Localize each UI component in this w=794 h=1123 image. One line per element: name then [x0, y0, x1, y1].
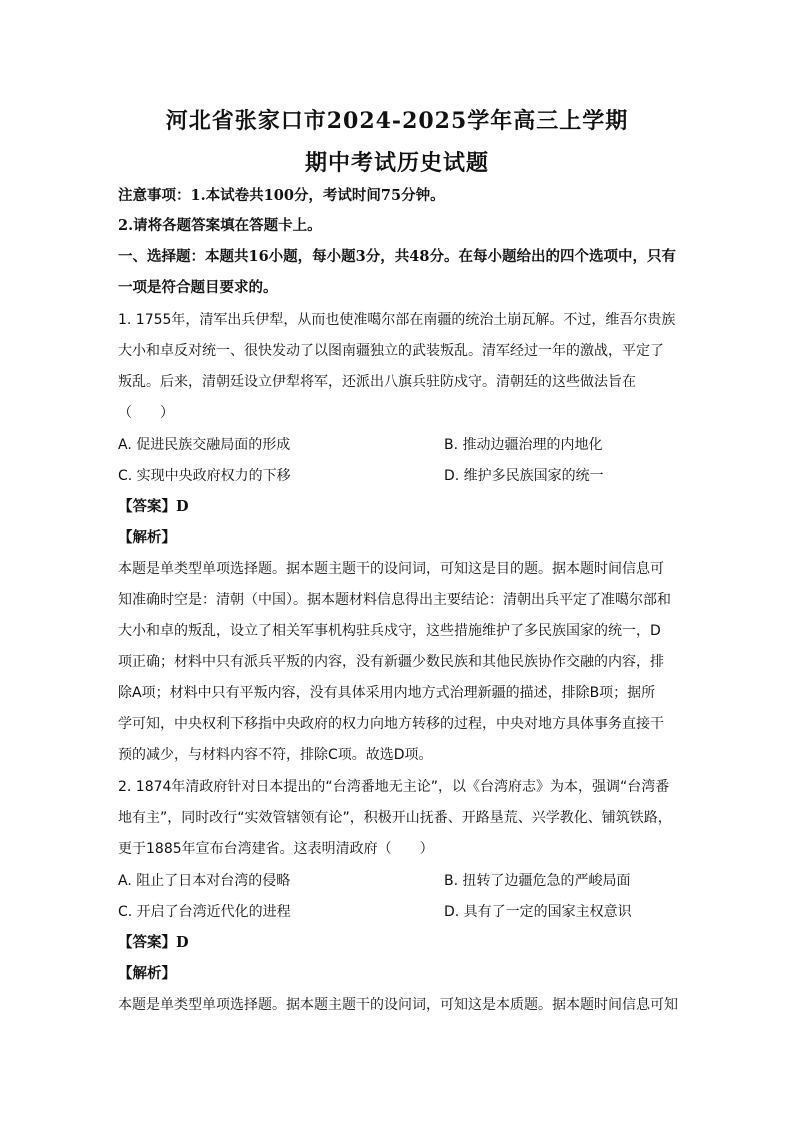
question-2-analysis-line: 本题是单类型单项选择题。据本题主题干的设问词，可知这是本质题。据本题时间信息可知 [118, 997, 678, 1013]
question-2-answer: 【答案】D [118, 934, 189, 951]
question-1-analysis-line: 大小和卓的叛乱，设立了相关军事机构驻兵戍守，这些措施维护了多民族国家的统一，D [118, 623, 661, 639]
question-2-analysis-label: 【解析】 [118, 965, 176, 982]
option-d[interactable]: D. 维护多民族国家的统一 [444, 468, 604, 484]
question-1-stem-line: 1. 1755年，清军出兵伊犁，从而也使准噶尔部在南疆的统治土崩瓦解。不过，维吾尔贵族 [118, 312, 676, 328]
question-2-stem-line: 更于1885年宣布台湾建省。这表明清政府（ ） [118, 841, 434, 857]
question-1-options-row [118, 435, 684, 455]
question-1-analysis-line: 项正确；材料中只有派兵平叛的内容，没有新疆少数民族和其他民族协作交融的内容，排 [118, 654, 664, 670]
question-1-analysis-line: 学可知，中央权利下移指中央政府的权力向地方转移的过程，中央对地方具体事务直接干 [118, 716, 664, 732]
option-b[interactable]: B. 推动边疆治理的内地化 [444, 437, 603, 453]
question-1-stem-line: 大小和卓反对统一、很快发动了以图南疆独立的武装叛乱。清军经过一年的激战，平定了 [118, 343, 664, 359]
question-2-options-row [118, 902, 684, 922]
question-1-analysis-line: 除A项；材料中只有平叛内容，没有具体采用内地方式治理新疆的描述，排除B项；据所 [118, 685, 656, 701]
question-1-stem-line: 叛乱。后来，清朝廷设立伊犁将军，还派出八旗兵驻防戍守。清朝廷的这些做法旨在 [118, 374, 636, 390]
question-1-analysis-label: 【解析】 [118, 529, 176, 546]
question-1-answer: 【答案】D [118, 498, 189, 515]
option-c[interactable]: C. 开启了台湾近代化的进程 [118, 904, 291, 920]
question-1-options-row [118, 466, 684, 486]
option-b[interactable]: B. 扭转了边疆危急的严峻局面 [444, 873, 631, 889]
notice-line-1: 注意事项：1.本试卷共100分，考试时间75分钟。 [118, 187, 445, 204]
page-subtitle: 期中考试历史试题 [304, 150, 489, 176]
option-a[interactable]: A. 促进民族交融局面的形成 [118, 437, 291, 453]
notice-line-2: 2.请将各题答案填在答题卡上。 [118, 217, 322, 234]
question-2-stem-line: 2. 1874年清政府针对日本提出的“台湾番地无主论”，以《台湾府志》为本，强调“台湾番 [118, 779, 670, 795]
question-1-analysis-line: 本题是单类型单项选择题。据本题主题干的设问词，可知这是目的题。据本题时间信息可 [118, 561, 664, 577]
section-heading-line-1: 一、选择题：本题共16小题，每小题3分，共48分。在每小题给出的四个选项中，只有 [118, 248, 676, 265]
option-a[interactable]: A. 阻止了日本对台湾的侵略 [118, 873, 291, 889]
option-d[interactable]: D. 具有了一定的国家主权意识 [444, 904, 632, 920]
section-heading-line-2: 一项是符合题目要求的。 [118, 279, 278, 296]
page-title: 河北省张家口市2024-2025学年高三上学期 [165, 108, 629, 134]
question-2-options-row [118, 871, 684, 891]
question-2-stem-line: 地有主”，同时改行“实效管辖领有论”，积极开山抚番、开路垦荒、兴学教化、铺筑铁路， [118, 810, 672, 826]
question-1-analysis-line: 预的减少，与材料内容不符，排除C项。故选D项。 [118, 747, 433, 763]
question-1-answer-blank: （ ） [118, 405, 174, 421]
option-c[interactable]: C. 实现中央政府权力的下移 [118, 468, 291, 484]
question-1-analysis-line: 知准确时空是：清朝（中国）。据本题材料信息得出主要结论：清朝出兵平定了准噶尔部和 [118, 592, 671, 608]
